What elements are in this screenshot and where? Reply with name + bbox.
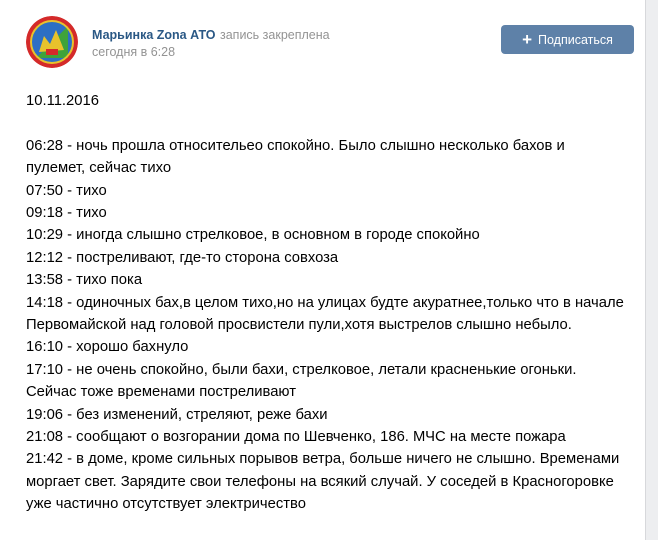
post-line: 12:12 - постреливают, где-то сторона совхоза (26, 249, 339, 266)
post-line: Первомайской над головой просвистели пули,хотя выстрелов слышно небыло. (26, 317, 572, 334)
post-date[interactable]: сегодня в 6:28 (92, 45, 176, 59)
post-line: 06:28 - ночь прошла относительео спокойно. Было слышно несколько бахов и (26, 137, 565, 154)
post-line: 09:18 - тихо (26, 205, 107, 222)
post-line: 13:58 - тихо пока (26, 272, 143, 289)
city-emblem-icon (26, 16, 78, 68)
subscribe-button[interactable] (501, 25, 634, 54)
blank-line (26, 112, 626, 134)
post-line: 14:18 - одиночных бах,в целом тихо,но на улицах будте акуратнее,только что в начале (26, 294, 624, 311)
pinned-label: запись закреплена (220, 28, 330, 42)
post-date-line: 10.11.2016 (26, 93, 99, 109)
avatar[interactable] (26, 16, 78, 68)
author-link[interactable]: Марьинка Zona АТО (92, 28, 216, 42)
post-line: 21:42 - в доме, кроме сильных порывов ветра, больше ничего не слышно. Временами (26, 451, 620, 468)
post-line: 10:29 - иногда слышно стрелковое, в основном в городе спокойно (26, 227, 480, 244)
post-line: Сейчас тоже временами постреливают (26, 384, 296, 401)
post-line: 21:08 - сообщают о возгорании дома по Шевченко, 186. МЧС на месте пожара (26, 429, 566, 446)
subscribe-label: Подписаться (538, 32, 613, 47)
post-line: 17:10 - не очень спокойно, были бахи, стрелковое, летали красненькие огоньки. (26, 361, 577, 378)
post-line: пулемет, сейчас тихо (26, 160, 172, 177)
post-line: 19:06 - без изменений, стреляют, реже бахи (26, 406, 328, 423)
post-line: 16:10 - хорошо бахнуло (26, 339, 189, 356)
post-line: 07:50 - тихо (26, 182, 107, 199)
post-line: моргает свет. Зарядите свои телефоны на всякий случай. У соседей в Красногоровке (26, 473, 614, 490)
plus-icon: + (522, 30, 533, 49)
post-text (26, 90, 626, 516)
post-line: уже частично отсутствует электричество (26, 496, 306, 513)
page-background-strip (646, 0, 658, 540)
